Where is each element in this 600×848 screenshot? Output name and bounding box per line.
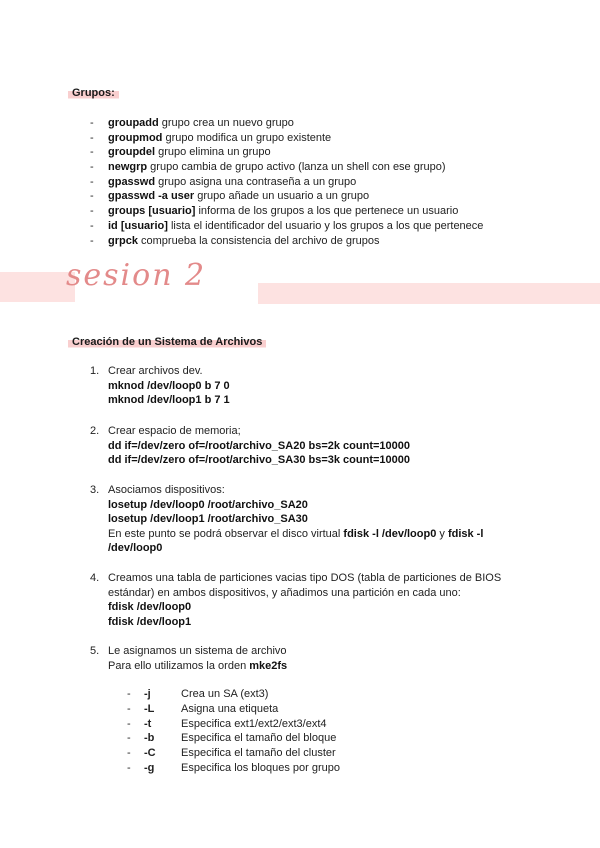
step-number: 2. (90, 425, 100, 437)
list-item (90, 116, 483, 131)
command-desc: lista el identificador del usuario y los grupos a los que pertenece (167, 219, 484, 232)
step-2 (90, 424, 510, 468)
command-desc: grupo añade un usuario a un grupo (194, 190, 370, 203)
step-command: mknod /dev/loop1 b 7 1 (108, 394, 230, 407)
list-item (90, 234, 483, 249)
step-text: Le asignamos un sistema de archivo (108, 645, 287, 657)
session-title-text: sesion 2 (66, 258, 207, 293)
groups-heading-wrap (72, 87, 119, 99)
option-desc: Especifica los bloques por grupo (181, 761, 340, 774)
step-command: mknod /dev/loop0 b 7 0 (108, 379, 230, 392)
command-desc: grupo crea un nuevo grupo (158, 117, 294, 129)
list-item (90, 204, 483, 219)
step-4 (90, 571, 510, 629)
dash-mark: - (90, 175, 94, 188)
session-banner-title (66, 258, 206, 293)
command-desc: informa de los grupos a los que pertenece un usuario (195, 205, 459, 218)
step-number: 3. (90, 484, 100, 496)
section-heading: Creación de un Sistema de Archivos (68, 335, 266, 349)
list-item (90, 160, 483, 175)
option-flag: -t (144, 717, 152, 730)
option-desc: Especifica el tamaño del cluster (181, 747, 336, 760)
list-item (90, 145, 483, 160)
option-flag: -C (144, 747, 156, 760)
step-number: 1. (90, 365, 100, 377)
option-flag: -b (144, 732, 155, 745)
command-desc: grupo cambia de grupo activo (lanza un shell con ese grupo) (147, 161, 446, 174)
step-number: 4. (90, 572, 100, 584)
step-command: fdisk /dev/loop1 (108, 615, 192, 628)
dash-mark: - (90, 219, 94, 232)
list-item (90, 175, 483, 190)
option-flag: -g (144, 761, 155, 774)
banner-stripe-right (258, 283, 600, 304)
dash-mark: - (90, 205, 94, 218)
step-text: Asociamos dispositivos: (108, 484, 225, 496)
step-command: dd if=/dev/zero of=/root/archivo_SA30 bs=3k count=10000 (108, 454, 411, 467)
command: gpasswd (108, 175, 156, 188)
step-number: 5. (90, 645, 100, 657)
command: gpasswd -a user (108, 190, 195, 203)
section-heading-wrap (72, 336, 266, 348)
dash-mark: - (90, 161, 94, 174)
groups-list (90, 116, 484, 248)
dash-mark: - (90, 234, 94, 247)
step-note: En este punto se podrá observar el disco virtual fdisk -l /dev/loop0 y fdisk -l /dev/loop0 (108, 527, 484, 555)
banner-stripe-left (0, 272, 75, 302)
command-desc: grupo modifica un grupo existente (162, 131, 332, 144)
option-desc: Asigna una etiqueta (181, 702, 279, 715)
step-1 (90, 364, 510, 408)
step-command: losetup /dev/loop0 /root/archivo_SA20 (108, 498, 308, 511)
step-3 (90, 483, 510, 556)
step-text: Para ello utilizamos la orden mke2fs (108, 659, 288, 672)
option-desc: Especifica ext1/ext2/ext3/ext4 (181, 717, 327, 730)
option-desc: Crea un SA (ext3) (181, 688, 269, 700)
step-command: fdisk /dev/loop0 (108, 601, 192, 614)
command-desc: comprueba la consistencia del archivo de grupos (137, 234, 380, 247)
step-command: losetup /dev/loop1 /root/archivo_SA30 (108, 513, 308, 526)
groups-heading: Grupos: (68, 86, 119, 100)
step-text: Creamos una tabla de particiones vacias tipo DOS (tabla de particiones de BIOS estándar) en ambos dispositivos, y añadimos una partición en cada uno: (108, 572, 502, 599)
dash-mark: - (90, 131, 94, 144)
command: groupadd (108, 117, 159, 129)
dash-mark: - (90, 117, 94, 129)
dash-mark: - (90, 146, 94, 159)
dash-mark: - (90, 190, 94, 203)
option-flag: -j (144, 688, 151, 700)
command-desc: grupo asigna una contraseña a un grupo (155, 175, 357, 188)
command: groupdel (108, 146, 156, 159)
option-flag: -L (144, 702, 155, 715)
list-item (90, 189, 483, 204)
step-text: Crear archivos dev. (108, 365, 203, 377)
command: groupmod (108, 131, 163, 144)
command: id [usuario] (108, 219, 168, 232)
list-item (90, 131, 483, 146)
command: groups [usuario] (108, 205, 196, 218)
list-item (90, 219, 484, 234)
step-command: dd if=/dev/zero of=/root/archivo_SA20 bs=2k count=10000 (108, 439, 411, 452)
command-desc: grupo elimina un grupo (155, 146, 271, 159)
step-5 (90, 644, 510, 673)
step-text: Crear espacio de memoria; (108, 425, 241, 437)
command: grpck (108, 234, 138, 247)
option-desc: Especifica el tamaño del bloque (181, 732, 337, 745)
command: newgrp (108, 161, 148, 174)
